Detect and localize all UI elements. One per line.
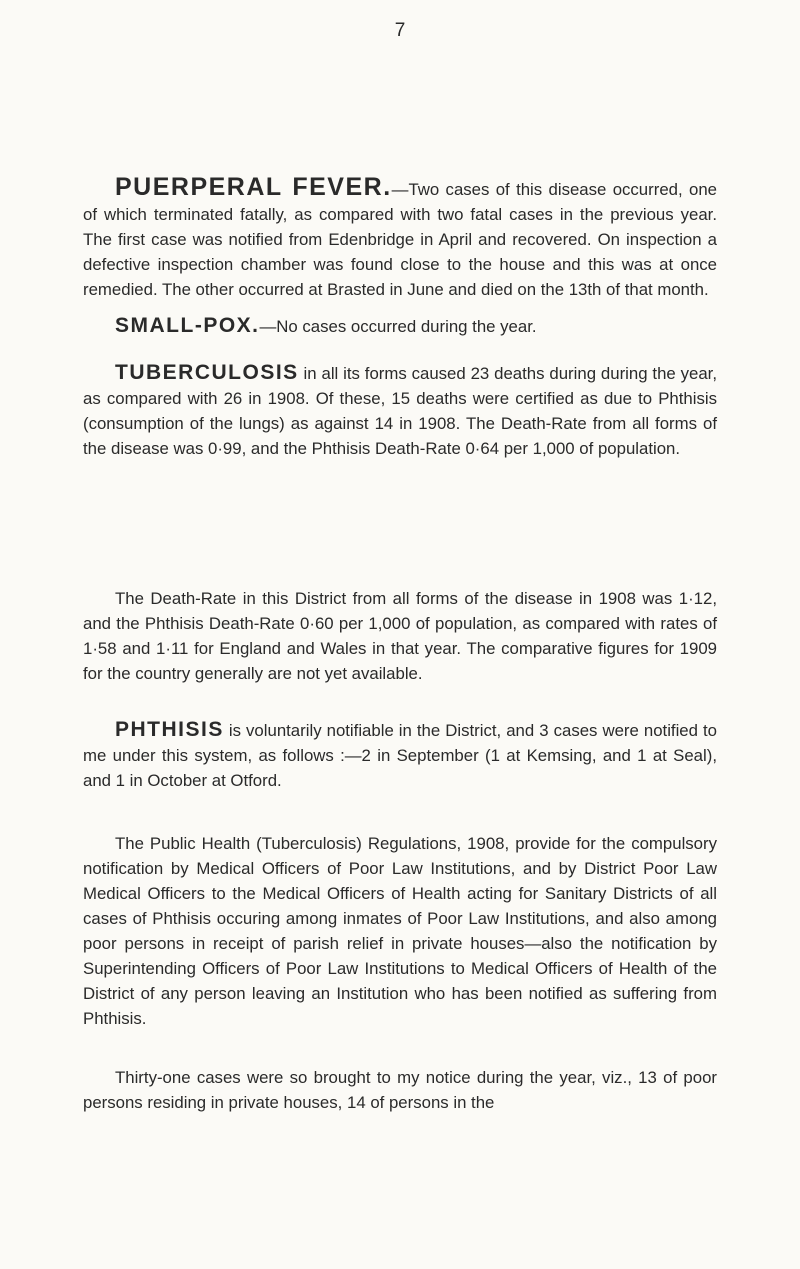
- puerperal-fever-paragraph: [83, 175, 717, 302]
- regulations-paragraph: The Public Health (Tuberculosis) Regulations, 1908, provide for the compulsory notification by Medical Officers of Poor Law Institutions, and by District Poor Law Medical Officers to the Medical Officers of Health acting for Sanitary Districts of all cases of Phthisis occuring among inmates of Poor Law Institutions, and also among poor persons in receipt of parish relief in private houses—also the notification by Superintending Officers of Poor Law Institutions to Medical Officers of Health of the District of any person leaving an Institution who has been notified as suffering from Phthisis.: [83, 834, 717, 1028]
- phthisis-heading: PHTHISIS: [115, 718, 224, 741]
- tuberculosis-paragraph: [83, 360, 717, 461]
- smallpox-text: —No cases occurred during the year.: [259, 317, 537, 336]
- tuberculosis-heading: TUBERCULOSIS: [115, 361, 299, 384]
- thirty-one-cases-paragraph: Thirty-one cases were so brought to my notice during the year, viz., 13 of poor persons residing in private houses, 14 of persons in the: [83, 1068, 717, 1112]
- page-number: 7: [394, 20, 406, 41]
- phthisis-paragraph: [83, 717, 717, 793]
- tuberculosis-text: in all its forms caused 23 deaths during during the year, as compared with 26 in 1908. Of these, 15 deaths were certified as due to Phthisis (consumption of the lungs) as against 14 in 1908. The Death-Rate from all forms of the disease was 0·99, and the Phthisis Death-Rate 0·64 per 1,000 of population.: [83, 364, 717, 458]
- puerperal-fever-text: —Two cases of this disease occurred, one of which terminated fatally, as compared with two fatal cases in the previous year. The first case was notified from Edenbridge in April and recovered. On inspection a defective inspection chamber was found close to the house and this was at once remedied. The other occurred at Brasted in June and died on the 13th of that month.: [83, 180, 717, 299]
- phthisis-text: is voluntarily notifiable in the District, and 3 cases were notified to me under this system, as follows :—2 in September (1 at Kemsing, and 1 at Seal), and 1 in October at Otford.: [83, 721, 717, 790]
- smallpox-heading: SMALL-POX.: [115, 314, 260, 337]
- smallpox-paragraph: [83, 313, 717, 339]
- death-rate-paragraph: The Death-Rate in this District from all forms of the disease in 1908 was 1·12, and the Phthisis Death-Rate 0·60 per 1,000 of population, as compared with rates of 1·58 and 1·11 for England and Wales in that year. The comparative figures for 1909 for the country generally are not yet available.: [83, 589, 717, 683]
- puerperal-fever-heading: PUERPERAL FEVER.: [115, 173, 392, 201]
